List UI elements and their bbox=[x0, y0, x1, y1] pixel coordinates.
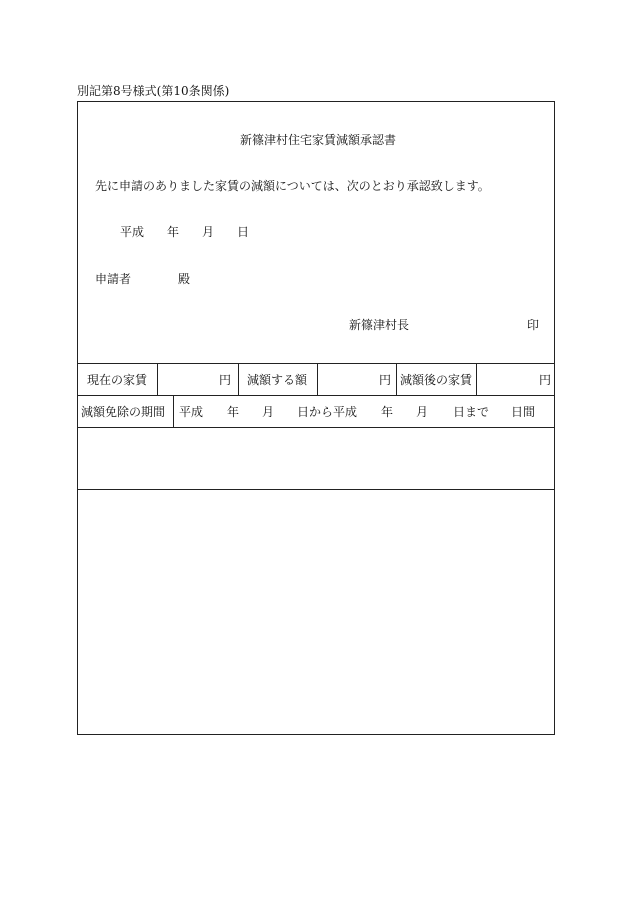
period-end-year: 年 bbox=[381, 405, 394, 419]
form-title: 新篠津村住宅家賃減額承認書 bbox=[240, 133, 397, 147]
row1-col-divider-4 bbox=[396, 363, 397, 395]
remarks-area bbox=[78, 490, 554, 734]
row1-col-divider-2 bbox=[238, 363, 239, 395]
row1-col-divider-1 bbox=[157, 363, 158, 395]
period-end-day-until: 日まで bbox=[453, 405, 490, 419]
row1-col-divider-3 bbox=[317, 363, 318, 395]
rent-after-reduction-unit: 円 bbox=[539, 373, 552, 387]
period-start-month: 月 bbox=[262, 405, 275, 419]
period-end-month: 月 bbox=[416, 405, 429, 419]
form-number-note: 別記第8号様式(第10条関係) bbox=[77, 84, 230, 98]
rent-after-reduction-label: 減額後の家賃 bbox=[400, 373, 473, 387]
reduction-amount-unit: 円 bbox=[379, 373, 392, 387]
seal-mark: 印 bbox=[527, 318, 540, 332]
date-year: 年 bbox=[167, 225, 180, 239]
notes-area bbox=[78, 428, 554, 488]
period-start-day-from: 日から平成 bbox=[297, 405, 358, 419]
date-month: 月 bbox=[202, 225, 215, 239]
period-start-year: 年 bbox=[227, 405, 240, 419]
current-rent-unit: 円 bbox=[219, 373, 232, 387]
reduction-amount-label: 減額する額 bbox=[247, 373, 308, 387]
row1-col-divider-5 bbox=[476, 363, 477, 395]
applicant-honorific: 殿 bbox=[178, 272, 191, 286]
exemption-period-label: 減額免除の期間 bbox=[81, 405, 166, 419]
date-era: 平成 bbox=[120, 225, 145, 239]
applicant-label: 申請者 bbox=[95, 272, 132, 286]
table-top-rule bbox=[77, 363, 555, 364]
table-row-divider bbox=[77, 395, 555, 396]
issuer-name: 新篠津村長 bbox=[349, 318, 410, 332]
row2-col-divider bbox=[173, 395, 174, 427]
current-rent-label: 現在の家賃 bbox=[87, 373, 148, 387]
period-days: 日間 bbox=[511, 405, 536, 419]
period-start-era: 平成 bbox=[179, 405, 204, 419]
date-day: 日 bbox=[237, 225, 250, 239]
intro-text: 先に申請のありました家賃の減額については、次のとおり承認致します。 bbox=[95, 179, 490, 193]
